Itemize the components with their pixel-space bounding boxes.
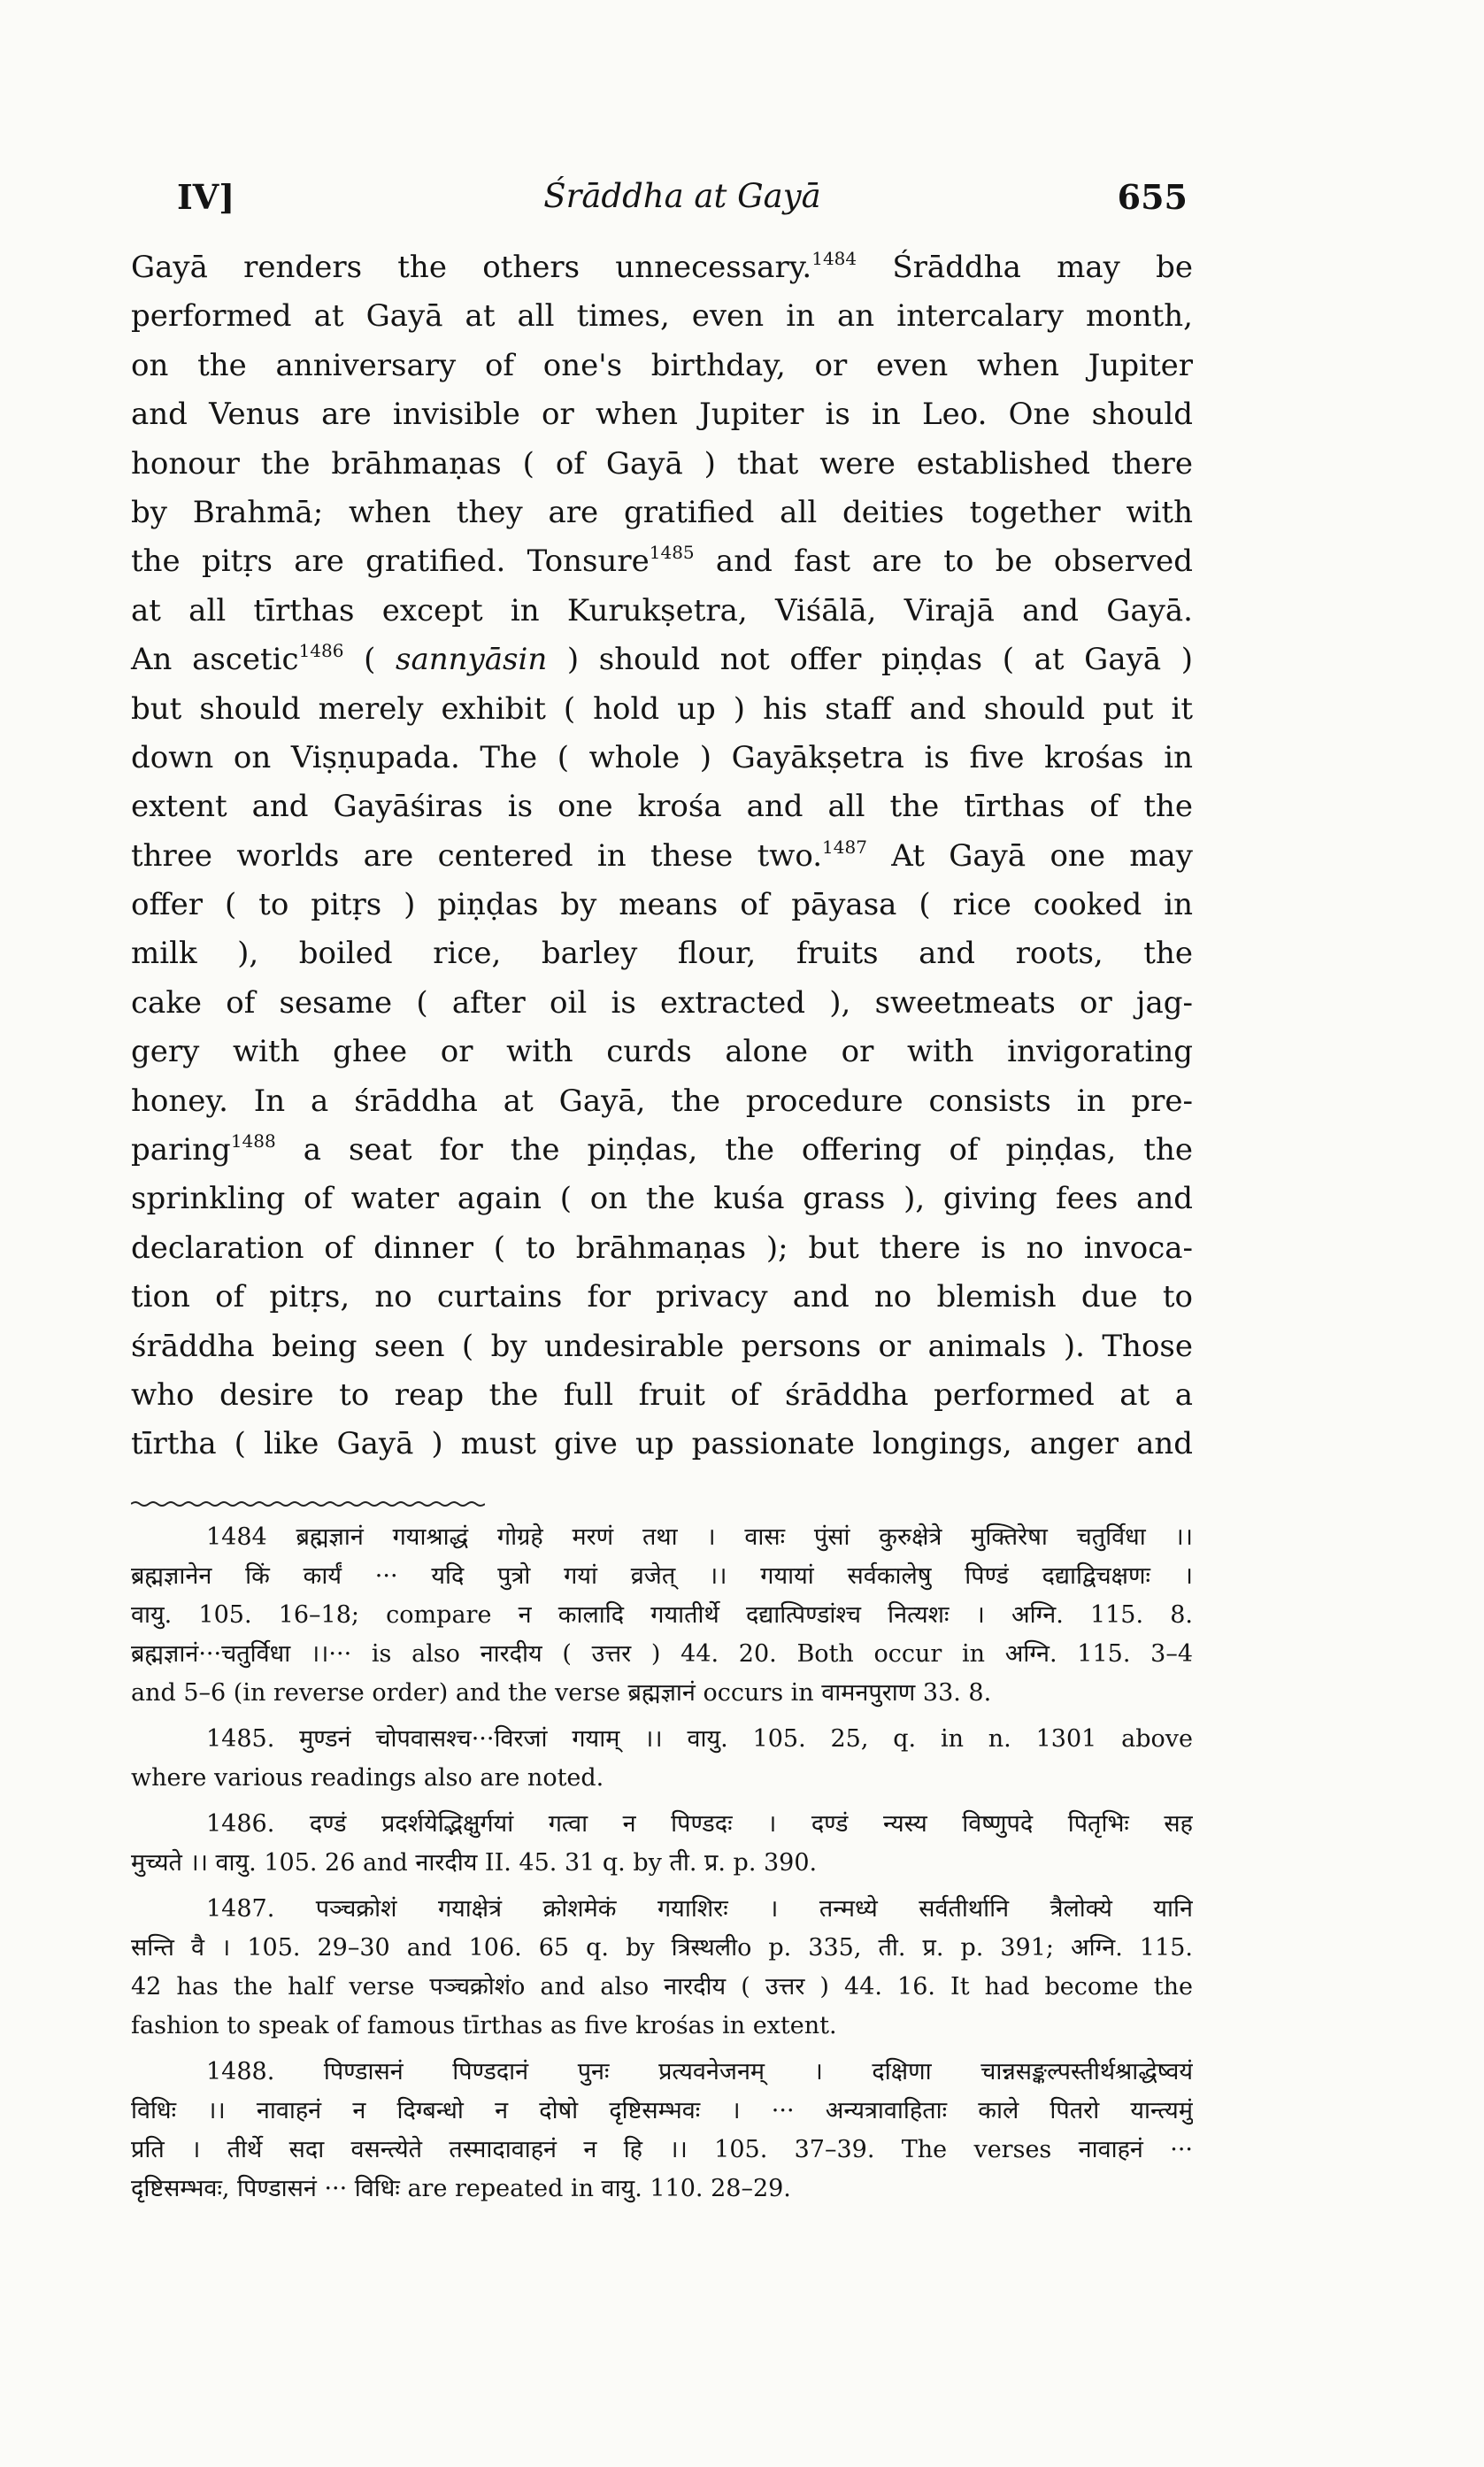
footnote-1488: 1488. पिण्डासनं पिण्डदानं पुनः प्रत्यवनेजनम् । दक्षिणा चान्नसङ्कल्पस्तीर्थश्राद्धेष्वयं विधिः ।। नावाहनं न दिग्बन्धो न दोषो दृष्टिसम्भवः । ··· अन्यत्रावाहिताः काले पितरो यान्त्यमुं प्रति । तीर्थे सदा वसन्त्येते तस्मादावाहनं न हि ।। 105. 37–39. The verses नावाहनं ··· दृष्टिसम्भवः, पिण्डासनं ··· विधिः are repeated in वायु. 110. 28–29. [131, 2058, 1193, 2202]
running-title: Śrāddha at Gayā [543, 177, 821, 215]
footnote-1484: 1484 ब्रह्मज्ञानं गयाश्राद्धं गोग्रहे मरणं तथा । वासः पुंसां कुरुक्षेत्रे मुक्तिरेषा चतुर्विधा ।। ब्रह्मज्ञानेन किं कार्यं ··· यदि पुत्रो गयां व्रजेत् ।। गयायां सर्वकालेषु पिण्डं दद्याद्विचक्षणः । वायु. 105. 16–18; compare न कालादि गयातीर्थे दद्यात्पिण्डांश्च नित्यशः । अग्नि. 115. 8. ब्रह्मज्ञानं···चतुर्विधा ।।··· is also नारदीय ( उत्तर ) 44. 20. Both occur in अग्नि. 115. 3–4 and 5–6 (in reverse order) and the verse ब्रह्मज्ञानं occurs in वामनपुराण 33. 8. [131, 1523, 1193, 1707]
footnote-ref-1485: 1485 [649, 542, 695, 564]
running-head [177, 177, 1188, 239]
body-line: extent and Gayāśiras is one krośa and all the tīrthas of the [131, 789, 1193, 825]
body-line: and Venus are invisible or when Jupiter is in Leo. One should [131, 397, 1193, 433]
footnote-ref-1484: 1484 [811, 248, 857, 269]
page-number: 655 [1117, 177, 1188, 217]
body-line: sprinkling of water again ( on the kuśa grass ), giving fees and [131, 1181, 1193, 1217]
footnotes [131, 1518, 1193, 2216]
body-line: offer ( to pitṛs ) piṇḍas by means of pāyasa ( rice cooked in [131, 887, 1193, 923]
body-line: honey. In a śrāddha at Gayā, the procedure consists in pre- [131, 1083, 1193, 1119]
body-line: but should merely exhibit ( hold up ) his staff and should put it [131, 690, 1193, 727]
body-line: by Brahmā; when they are gratified all deities together with [131, 494, 1193, 530]
body-line: down on Viṣṇupada. The ( whole ) Gayākṣetra is five krośas in [131, 739, 1193, 775]
body-line: milk ), boiled rice, barley flour, fruits and roots, the [131, 936, 1193, 972]
body-text [131, 243, 1193, 1469]
body-line: performed at Gayā at all times, even in an intercalary month, [131, 298, 1193, 335]
footnote-ref-1486: 1486 [298, 640, 344, 662]
footnote-1486: 1486. दण्डं प्रदर्शयेद्भिक्षुर्गयां गत्वा न पिण्डदः । दण्डं न्यस्य विष्णुपदे पितृभिः सह मुच्यते ।। वायु. 105. 26 and नारदीय II. 45. 31 q. by ती. प्र. p. 390. [131, 1810, 1193, 1877]
body-line: tion of pitṛs, no curtains for privacy and no blemish due to [131, 1279, 1193, 1315]
body-line: Gayā renders the others unnecessary.$^{1484}$ Śrāddha may be [131, 248, 1193, 285]
footnote-ref-1487: 1487 [822, 836, 867, 858]
chapter-marker: IV] [177, 177, 235, 217]
body-line: who desire to reap the full fruit of śrāddha performed at a [131, 1376, 1193, 1413]
body-line: honour the brāhmaṇas ( of Gayā ) that were established there [131, 445, 1193, 482]
body-line: śrāddha being seen ( by undesirable persons or animals ). Those [131, 1328, 1193, 1364]
footnote-ref-1488: 1488 [230, 1130, 276, 1153]
body-line: declaration of dinner ( to brāhmaṇas ); but there is no invoca- [131, 1230, 1193, 1266]
footnote-rule [131, 1500, 485, 1507]
body-line: gery with ghee or with curds alone or with invigorating [131, 1034, 1193, 1070]
body-line: cake of sesame ( after oil is extracted ), sweetmeats or jag- [131, 984, 1193, 1021]
body-line: at all tīrthas except in Kurukṣetra, Viśālā, Virajā and Gayā. [131, 592, 1193, 628]
body-line: on the anniversary of one's birthday, or even when Jupiter [131, 347, 1193, 383]
body-line: paring$^{1488}$ a seat for the piṇḍas, the offering of piṇḍas, the [131, 1130, 1193, 1168]
footnote-1485: 1485. मुण्डनं चोपवासश्च···विरजां गयाम् ।। वायु. 105. 25, q. in n. 1301 above where various readings also are noted. [131, 1725, 1193, 1792]
body-line: tīrtha ( like Gayā ) must give up passionate longings, anger and [131, 1426, 1193, 1462]
body-line: three worlds are centered in these two.$^{1487}$ At Gayā one may [131, 836, 1193, 874]
body-line: the pitṛs are gratified. Tonsure$^{1485}$ and fast are to be observed [131, 542, 1193, 580]
footnote-1487: 1487. पञ्चक्रोशं गयाक्षेत्रं क्रोशमेकं गयाशिरः । तन्मध्ये सर्वतीर्थानि त्रैलोक्ये यानि सन्ति वै । 105. 29–30 and 106. 65 q. by त्रिस्थलीo p. 335, ती. प्र. p. 391; अग्नि. 115. 42 has the half verse पञ्चक्रोशंo and also नारदीय ( उत्तर ) 44. 16. It had become the fashion to speak of famous tīrthas as five krośas in extent. [131, 1895, 1193, 2039]
body-line: An ascetic$^{1486}$ ( sannyāsin ) should not offer piṇḍas ( at Gayā ) [131, 640, 1193, 678]
